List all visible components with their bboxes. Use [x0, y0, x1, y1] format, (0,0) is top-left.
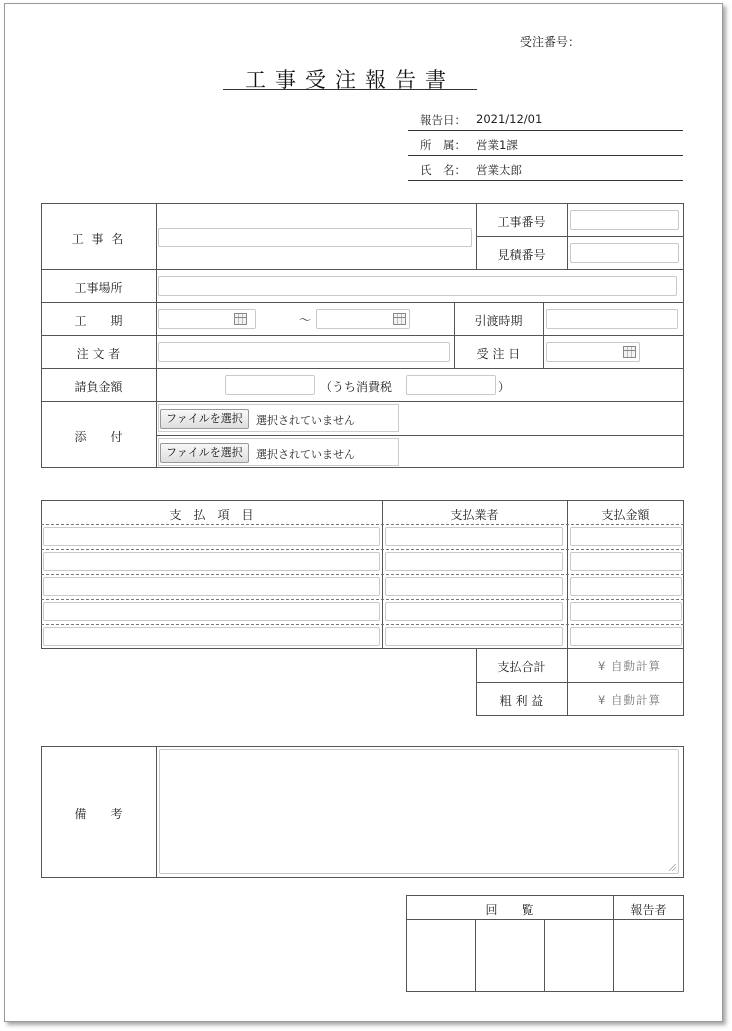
payment-item-header: 支 払 項 目: [169, 508, 254, 522]
order-date-label: 受 注 日: [476, 347, 521, 361]
name-row: [408, 158, 683, 181]
payment-amount-input[interactable]: [570, 552, 682, 571]
site-input[interactable]: [158, 276, 677, 296]
payment-amount-header: 支払金額: [601, 508, 650, 522]
delivery-input[interactable]: [546, 309, 678, 329]
calendar-icon[interactable]: [393, 313, 406, 325]
project-name-input[interactable]: [158, 228, 472, 247]
row-line: [476, 682, 684, 683]
payment-vendor-input[interactable]: [385, 602, 563, 621]
period-label: 工 期: [74, 314, 123, 328]
file-status-2: 選択されていません: [256, 448, 355, 461]
estimate-number-label: 見積番号: [497, 248, 546, 262]
file-select-button-1[interactable]: ファイルを選択: [160, 409, 249, 429]
payment-amount-input[interactable]: [570, 577, 682, 596]
tax-input[interactable]: [406, 375, 496, 395]
row-line: [41, 269, 684, 270]
row-dashed-line: [41, 549, 684, 550]
report-date-value: 2021/12/01: [476, 112, 543, 126]
payment-vendor-input[interactable]: [385, 627, 563, 646]
department-label: 所 属：: [420, 138, 466, 152]
resize-grip-icon[interactable]: [669, 864, 676, 871]
payment-item-input[interactable]: [43, 527, 380, 546]
payment-item-input[interactable]: [43, 602, 380, 621]
contract-amount-input[interactable]: [225, 375, 315, 395]
project-name-label: 工 事 名: [71, 232, 126, 246]
report-date-label: 報告日：: [420, 113, 466, 127]
contract-amount-label: 請負金額: [74, 380, 123, 394]
payment-vendor-input[interactable]: [385, 527, 563, 546]
col-divider: [156, 746, 157, 878]
payment-item-input[interactable]: [43, 627, 380, 646]
payment-vendor-input[interactable]: [385, 552, 563, 571]
row-line: [41, 335, 684, 336]
attachment-label: 添 付: [74, 430, 123, 444]
cell-divider: [476, 236, 684, 237]
site-label: 工事場所: [74, 281, 123, 295]
calendar-icon[interactable]: [623, 346, 636, 358]
tax-label: （うち消費税: [320, 380, 393, 394]
row-dashed-line: [41, 624, 684, 625]
page-title: 工事受注報告書: [245, 68, 455, 92]
row-dashed-line: [41, 524, 684, 525]
customer-label: 注 文 者: [76, 347, 121, 361]
row-line: [41, 368, 684, 369]
project-number-input[interactable]: [570, 210, 679, 230]
gross-profit-label: 粗 利 益: [499, 694, 544, 708]
file-select-button-2[interactable]: ファイルを選択: [160, 443, 249, 463]
remarks-label: 備 考: [74, 807, 123, 821]
department-row: [408, 133, 683, 156]
cell-divider: [543, 302, 544, 368]
tax-close: ）: [498, 380, 511, 394]
row-line: [406, 919, 684, 920]
payment-item-input[interactable]: [43, 552, 380, 571]
estimate-number-input[interactable]: [570, 243, 679, 263]
project-number-label: 工事番号: [497, 215, 546, 229]
row-line: [156, 435, 684, 436]
title-underline: [223, 89, 477, 90]
row-dashed-line: [41, 574, 684, 575]
payment-vendor-header: 支払業者: [450, 508, 499, 522]
circulation-label: 回 覧: [485, 903, 534, 917]
customer-input[interactable]: [158, 342, 450, 362]
col-divider: [475, 919, 476, 992]
total-value: ¥ 自動計算: [598, 659, 661, 673]
remarks-textarea[interactable]: [159, 749, 679, 874]
payment-amount-input[interactable]: [570, 527, 682, 546]
calendar-icon[interactable]: [234, 313, 247, 325]
period-separator: ～: [298, 313, 311, 327]
order-number-label: 受注番号：: [520, 35, 581, 49]
report-date-row: [408, 108, 683, 131]
col-divider: [544, 919, 545, 992]
gross-profit-value: ¥ 自動計算: [598, 693, 661, 707]
payment-amount-input[interactable]: [570, 602, 682, 621]
row-line: [41, 302, 684, 303]
file-status-1: 選択されていません: [256, 414, 355, 427]
payment-amount-input[interactable]: [570, 627, 682, 646]
row-dashed-line: [41, 599, 684, 600]
payment-vendor-input[interactable]: [385, 577, 563, 596]
delivery-label: 引渡時期: [474, 314, 523, 328]
row-line: [41, 401, 684, 402]
department-value: 営業1課: [476, 138, 518, 152]
name-label: 氏 名：: [420, 163, 466, 177]
name-value: 営業太郎: [476, 163, 522, 177]
reporter-label: 報告者: [630, 903, 667, 917]
total-label: 支払合計: [497, 660, 546, 674]
payment-item-input[interactable]: [43, 577, 380, 596]
